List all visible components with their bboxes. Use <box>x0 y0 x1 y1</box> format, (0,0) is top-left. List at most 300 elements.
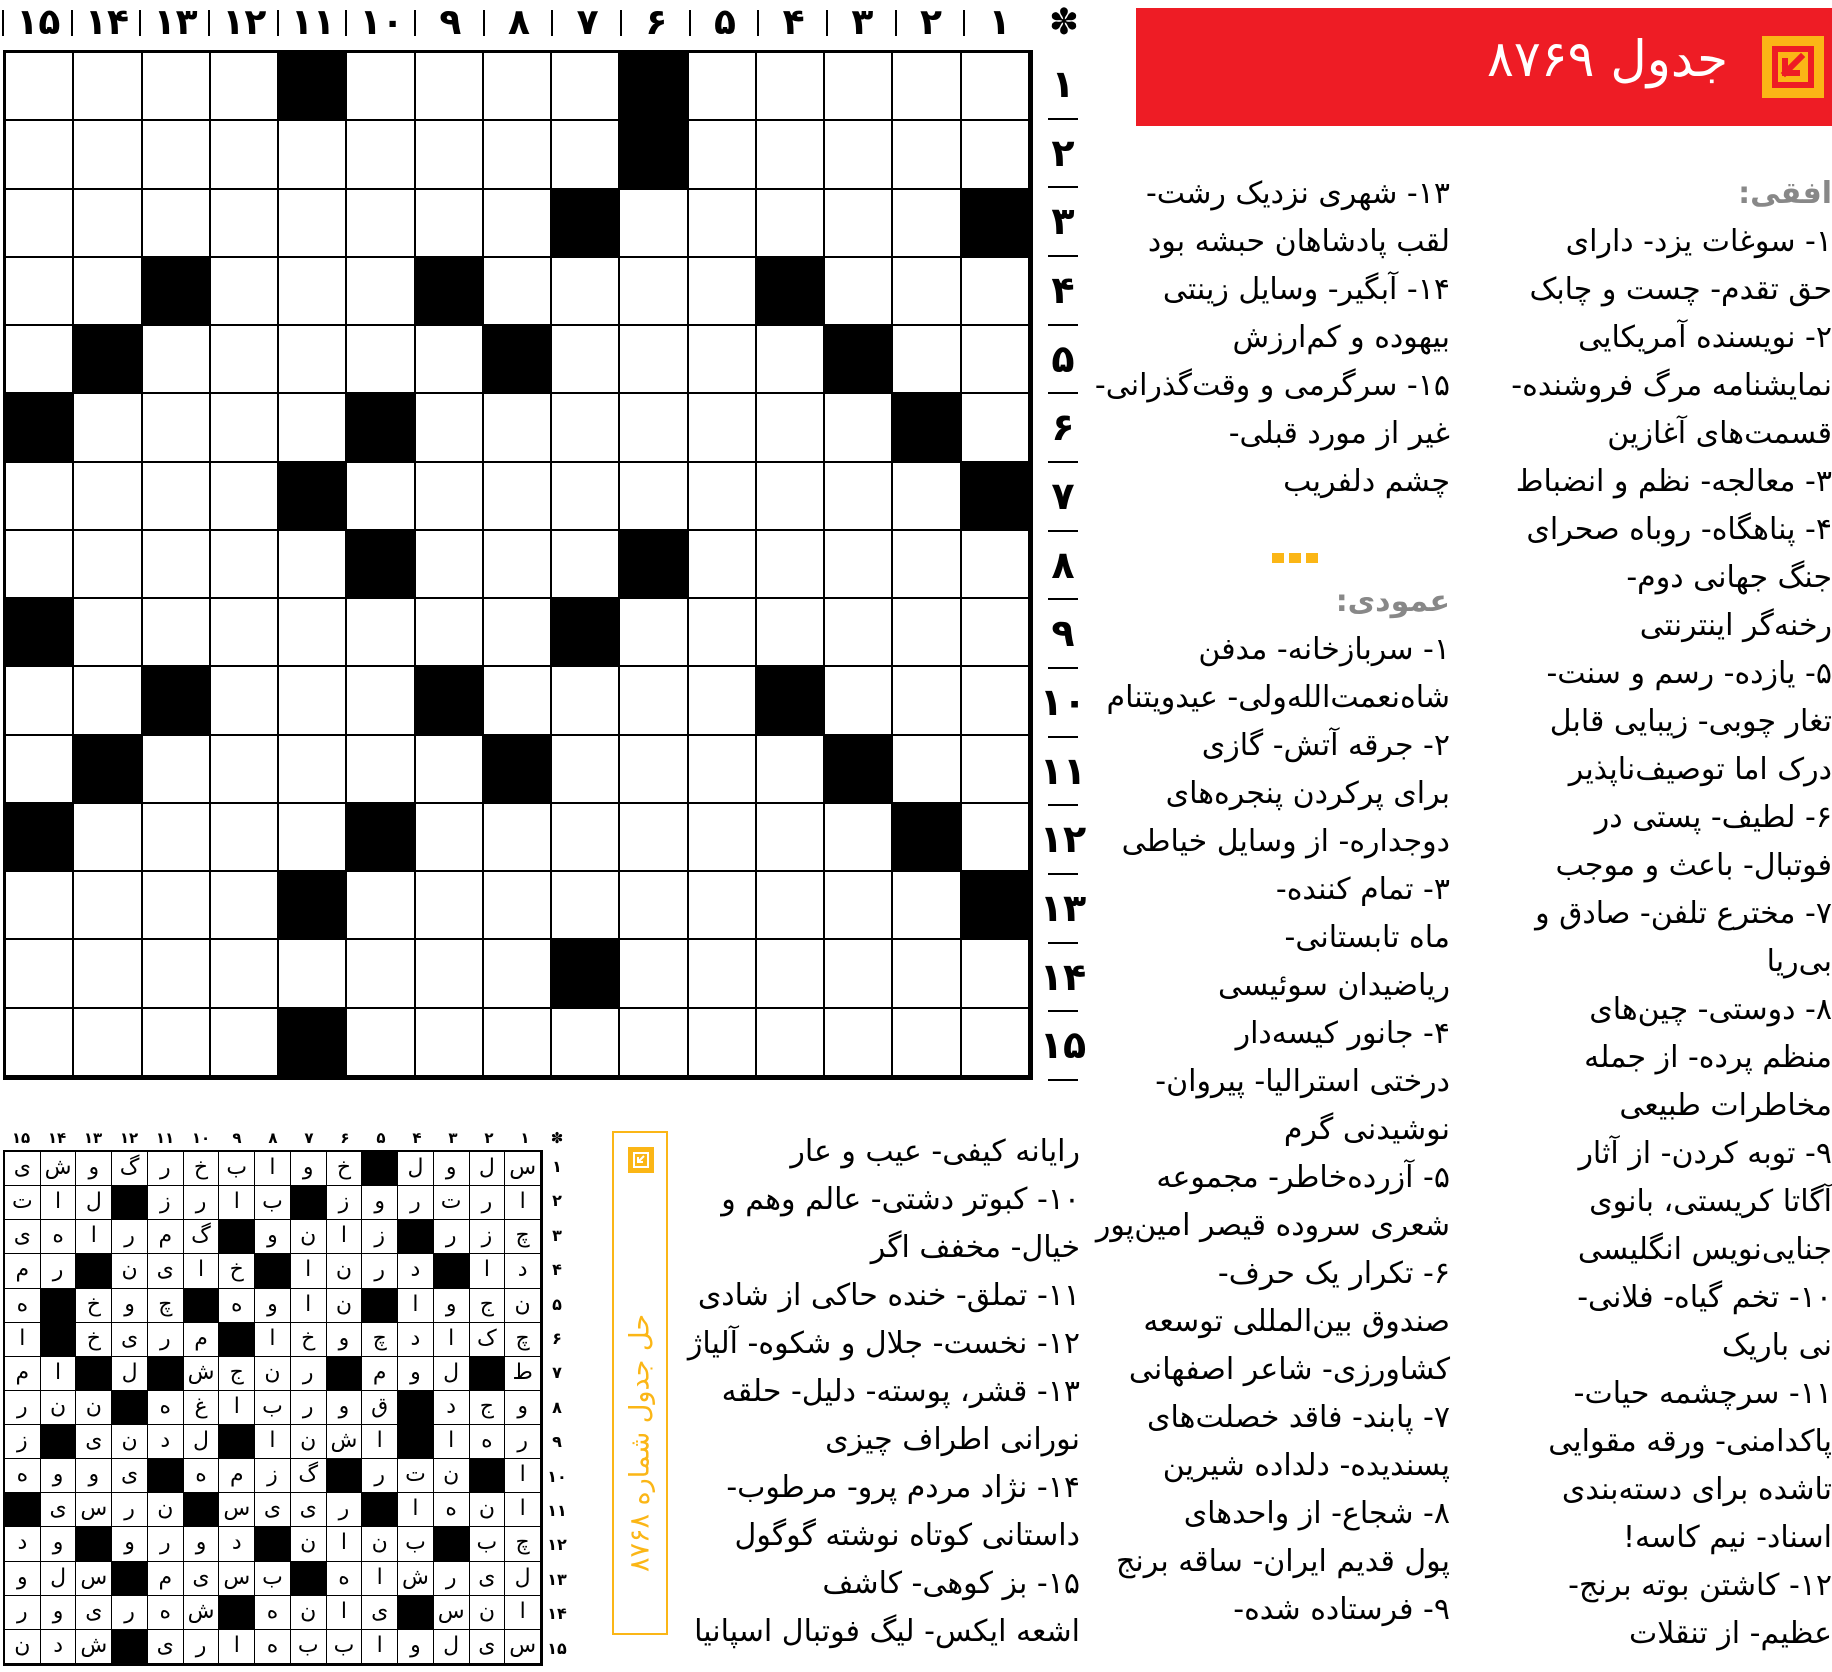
column-number: ۱۳ <box>141 0 210 46</box>
black-cell <box>825 736 893 804</box>
grid-cell[interactable] <box>143 53 211 121</box>
grid-cell[interactable] <box>347 872 415 940</box>
grid-cell[interactable] <box>211 940 279 1008</box>
grid-cell[interactable] <box>416 804 484 872</box>
grid-cell[interactable] <box>347 258 415 326</box>
grid-cell[interactable] <box>211 258 279 326</box>
grid-cell[interactable] <box>689 1009 757 1077</box>
grid-cell[interactable] <box>893 326 961 394</box>
solution-cell: ن <box>291 1425 327 1459</box>
row-number: ۴ <box>1036 256 1090 325</box>
grid-cell[interactable] <box>6 736 74 804</box>
grid-cell[interactable] <box>552 326 620 394</box>
solution-black-cell <box>219 1220 255 1254</box>
grid-cell[interactable] <box>552 394 620 462</box>
clue-line: ۱- سوغات یزد- دارای <box>1565 224 1832 259</box>
grid-cell[interactable] <box>893 1009 961 1077</box>
grid-cell[interactable] <box>416 531 484 599</box>
grid-cell[interactable] <box>620 804 688 872</box>
grid-cell[interactable] <box>347 667 415 735</box>
grid-cell[interactable] <box>211 53 279 121</box>
grid-cell[interactable] <box>279 531 347 599</box>
solution-black-cell <box>434 1527 470 1561</box>
solution-cell: ن <box>291 1596 327 1630</box>
grid-cell[interactable] <box>416 326 484 394</box>
solution-cell: س <box>505 1630 541 1664</box>
grid-cell[interactable] <box>962 667 1030 735</box>
grid-cell[interactable] <box>962 804 1030 872</box>
grid-cell[interactable] <box>347 940 415 1008</box>
grid-cell[interactable] <box>620 599 688 667</box>
solution-cell: ا <box>41 1186 77 1220</box>
grid-cell[interactable] <box>211 667 279 735</box>
main-grid-column-header <box>4 0 1090 46</box>
grid-cell[interactable] <box>416 599 484 667</box>
grid-cell[interactable] <box>757 326 825 394</box>
solution-cell: ا <box>362 1630 398 1664</box>
row-number: ۹ <box>1036 599 1090 668</box>
clue-line: ۱۲- نخست- جلال و شکوه- آلیاژ <box>687 1326 1080 1361</box>
grid-cell[interactable] <box>757 872 825 940</box>
grid-cell[interactable] <box>484 872 552 940</box>
solution-black-cell <box>41 1289 77 1323</box>
grid-cell[interactable] <box>211 394 279 462</box>
grid-cell[interactable] <box>689 531 757 599</box>
grid-cell[interactable] <box>347 463 415 531</box>
grid-cell[interactable] <box>143 531 211 599</box>
solution-cell: ن <box>148 1493 184 1527</box>
grid-cell[interactable] <box>757 736 825 804</box>
clue-line: ۳- معالجه- نظم و انضباط <box>1515 464 1832 499</box>
grid-cell[interactable] <box>279 258 347 326</box>
grid-cell[interactable] <box>74 1009 142 1077</box>
grid-cell[interactable] <box>143 1009 211 1077</box>
grid-cell[interactable] <box>6 463 74 531</box>
black-cell <box>757 258 825 326</box>
solution-cell: ر <box>148 1527 184 1561</box>
grid-cell[interactable] <box>6 258 74 326</box>
solution-black-cell <box>398 1596 434 1630</box>
grid-cell[interactable] <box>825 872 893 940</box>
grid-cell[interactable] <box>757 121 825 189</box>
grid-cell[interactable] <box>211 121 279 189</box>
grid-cell[interactable] <box>416 872 484 940</box>
grid-cell[interactable] <box>279 121 347 189</box>
solution-cell: ش <box>76 1630 112 1664</box>
solution-black-cell <box>219 1425 255 1459</box>
solution-cell: ر <box>112 1220 148 1254</box>
grid-cell[interactable] <box>962 258 1030 326</box>
grid-cell[interactable] <box>74 190 142 258</box>
solution-cell: ه <box>470 1425 506 1459</box>
grid-cell[interactable] <box>74 463 142 531</box>
grid-cell[interactable] <box>689 804 757 872</box>
grid-cell[interactable] <box>416 121 484 189</box>
row-number: ۱۱ <box>1036 737 1090 806</box>
grid-cell[interactable] <box>6 53 74 121</box>
solution-cell: ل <box>184 1425 220 1459</box>
grid-cell[interactable] <box>6 326 74 394</box>
grid-cell[interactable] <box>143 190 211 258</box>
grid-cell[interactable] <box>962 736 1030 804</box>
solution-cell: ی <box>470 1562 506 1596</box>
grid-cell[interactable] <box>279 326 347 394</box>
grid-cell[interactable] <box>689 872 757 940</box>
grid-cell[interactable] <box>347 121 415 189</box>
solution-cell: ل <box>398 1152 434 1186</box>
grid-cell[interactable] <box>6 121 74 189</box>
clue-line: منظم پرده- از جمله <box>1584 1040 1832 1075</box>
grid-cell[interactable] <box>484 1009 552 1077</box>
main-crossword-grid[interactable] <box>3 50 1033 1080</box>
grid-cell[interactable] <box>347 599 415 667</box>
grid-cell[interactable] <box>74 394 142 462</box>
solution-cell: و <box>76 1152 112 1186</box>
solution-cell: و <box>327 1323 363 1357</box>
grid-cell[interactable] <box>689 394 757 462</box>
row-number: ۱۳ <box>1036 874 1090 943</box>
grid-cell[interactable] <box>962 394 1030 462</box>
grid-cell[interactable] <box>893 53 961 121</box>
solution-cell: و <box>184 1527 220 1561</box>
grid-cell[interactable] <box>620 736 688 804</box>
grid-cell[interactable] <box>211 804 279 872</box>
grid-cell[interactable] <box>757 1009 825 1077</box>
solution-row-number: ۵ <box>552 1294 562 1314</box>
row-number: ۱ <box>1036 50 1090 119</box>
clue-line: تاشده برای دسته‌بندی <box>1561 1472 1832 1507</box>
grid-cell[interactable] <box>6 1009 74 1077</box>
grid-cell[interactable] <box>689 736 757 804</box>
grid-cell[interactable] <box>689 53 757 121</box>
grid-cell[interactable] <box>484 53 552 121</box>
grid-cell[interactable] <box>757 53 825 121</box>
solution-cell: و <box>434 1152 470 1186</box>
grid-cell[interactable] <box>825 190 893 258</box>
grid-cell[interactable] <box>552 463 620 531</box>
grid-cell[interactable] <box>416 940 484 1008</box>
grid-cell[interactable] <box>757 190 825 258</box>
black-cell <box>416 258 484 326</box>
row-number: ۲ <box>1036 119 1090 188</box>
grid-cell[interactable] <box>279 190 347 258</box>
grid-cell[interactable] <box>825 599 893 667</box>
grid-cell[interactable] <box>143 599 211 667</box>
grid-cell[interactable] <box>279 667 347 735</box>
clue-line: ۱۵- سرگرمی و وقت‌گذرانی- <box>1094 368 1450 403</box>
grid-cell[interactable] <box>347 53 415 121</box>
solution-black-cell <box>5 1493 41 1527</box>
solution-cell: ی <box>291 1493 327 1527</box>
solution-cell: ی <box>470 1630 506 1664</box>
grid-cell[interactable] <box>552 121 620 189</box>
grid-cell[interactable] <box>689 940 757 1008</box>
solution-cell: ا <box>434 1323 470 1357</box>
solution-cell: ن <box>362 1527 398 1561</box>
grid-cell[interactable] <box>825 53 893 121</box>
grid-cell[interactable] <box>825 804 893 872</box>
grid-cell[interactable] <box>962 53 1030 121</box>
grid-cell[interactable] <box>893 940 961 1008</box>
solution-row-number: ۱ <box>552 1157 562 1176</box>
grid-cell[interactable] <box>620 1009 688 1077</box>
grid-cell[interactable] <box>552 531 620 599</box>
solution-row-number: ۱۲ <box>547 1535 567 1555</box>
solution-cell: ر <box>5 1391 41 1425</box>
solution-black-cell <box>76 1527 112 1561</box>
solution-cell: ب <box>255 1562 291 1596</box>
grid-cell[interactable] <box>211 190 279 258</box>
solution-cell: ا <box>362 1425 398 1459</box>
grid-cell[interactable] <box>552 667 620 735</box>
grid-cell[interactable] <box>6 940 74 1008</box>
grid-cell[interactable] <box>825 258 893 326</box>
clue-line: شعری سروده قیصر امین‌پور <box>1095 1208 1450 1243</box>
grid-cell[interactable] <box>143 394 211 462</box>
grid-cell[interactable] <box>484 667 552 735</box>
grid-cell[interactable] <box>552 804 620 872</box>
clue-line: ۹- توبه کردن- از آثار <box>1578 1136 1832 1171</box>
solution-cell: ل <box>470 1152 506 1186</box>
solution-cell: چ <box>148 1289 184 1323</box>
grid-cell[interactable] <box>893 667 961 735</box>
across-clues-column <box>1511 170 1832 1658</box>
solution-cell: گ <box>291 1459 327 1493</box>
grid-cell[interactable] <box>211 736 279 804</box>
section-separator-dots <box>1272 553 1318 563</box>
solution-cell: س <box>505 1152 541 1186</box>
grid-cell[interactable] <box>620 463 688 531</box>
grid-cell[interactable] <box>757 804 825 872</box>
grid-cell[interactable] <box>143 872 211 940</box>
grid-cell[interactable] <box>74 531 142 599</box>
solution-cell: ا <box>255 1152 291 1186</box>
grid-cell[interactable] <box>620 872 688 940</box>
grid-cell[interactable] <box>211 872 279 940</box>
grid-cell[interactable] <box>279 394 347 462</box>
black-cell <box>279 1009 347 1077</box>
grid-cell[interactable] <box>74 872 142 940</box>
grid-cell[interactable] <box>416 463 484 531</box>
grid-cell[interactable] <box>825 667 893 735</box>
solution-cell: ن <box>255 1357 291 1391</box>
clue-line: پاکدامنی- ورقه مقوایی <box>1548 1424 1832 1459</box>
solution-cell: ا <box>505 1459 541 1493</box>
grid-cell[interactable] <box>757 599 825 667</box>
grid-cell[interactable] <box>484 463 552 531</box>
grid-cell[interactable] <box>74 804 142 872</box>
grid-cell[interactable] <box>416 53 484 121</box>
solution-cell: ه <box>41 1220 77 1254</box>
grid-cell[interactable] <box>689 121 757 189</box>
solution-cell: ج <box>470 1391 506 1425</box>
grid-cell[interactable] <box>211 326 279 394</box>
grid-cell[interactable] <box>893 872 961 940</box>
clue-line: آگاتا کریستی، بانوی <box>1589 1184 1832 1219</box>
solution-cell: ر <box>505 1425 541 1459</box>
grid-cell[interactable] <box>484 940 552 1008</box>
solution-row-number: ۱۰ <box>547 1466 567 1486</box>
row-number: ۱۴ <box>1036 943 1090 1012</box>
grid-cell[interactable] <box>620 394 688 462</box>
puzzle-title: جدول ۸۷۶۹ <box>1487 30 1728 88</box>
grid-cell[interactable] <box>279 940 347 1008</box>
solution-cell: د <box>5 1527 41 1561</box>
grid-cell[interactable] <box>825 1009 893 1077</box>
grid-cell[interactable] <box>416 394 484 462</box>
grid-cell[interactable] <box>74 667 142 735</box>
grid-cell[interactable] <box>552 258 620 326</box>
grid-cell[interactable] <box>416 1009 484 1077</box>
clue-line: ۷- پابند- فاقد خصلت‌های <box>1147 1400 1450 1435</box>
grid-cell[interactable] <box>74 53 142 121</box>
grid-cell[interactable] <box>143 326 211 394</box>
grid-cell[interactable] <box>620 326 688 394</box>
clue-line: مخاطرات طبیعی <box>1619 1088 1832 1123</box>
solution-cell: ا <box>398 1289 434 1323</box>
grid-cell[interactable] <box>143 940 211 1008</box>
grid-cell[interactable] <box>689 326 757 394</box>
grid-cell[interactable] <box>962 531 1030 599</box>
solution-cell: ه <box>255 1630 291 1664</box>
grid-cell[interactable] <box>689 190 757 258</box>
grid-cell[interactable] <box>689 463 757 531</box>
grid-cell[interactable] <box>416 190 484 258</box>
grid-cell[interactable] <box>825 394 893 462</box>
solution-cell: ا <box>219 1186 255 1220</box>
grid-cell[interactable] <box>143 121 211 189</box>
grid-cell[interactable] <box>825 121 893 189</box>
grid-cell[interactable] <box>211 531 279 599</box>
grid-cell[interactable] <box>893 121 961 189</box>
grid-cell[interactable] <box>143 736 211 804</box>
grid-cell[interactable] <box>893 599 961 667</box>
clue-line: ۱- سربازخانه- مدفن <box>1198 632 1450 667</box>
black-cell <box>893 394 961 462</box>
grid-cell[interactable] <box>74 599 142 667</box>
solution-cell: ر <box>362 1459 398 1493</box>
solution-cell: خ <box>76 1289 112 1323</box>
grid-cell[interactable] <box>143 804 211 872</box>
grid-cell[interactable] <box>484 190 552 258</box>
grid-cell[interactable] <box>962 1009 1030 1077</box>
grid-cell[interactable] <box>484 121 552 189</box>
grid-cell[interactable] <box>825 463 893 531</box>
grid-cell[interactable] <box>279 736 347 804</box>
grid-cell[interactable] <box>484 804 552 872</box>
black-cell <box>552 190 620 258</box>
grid-cell[interactable] <box>74 940 142 1008</box>
grid-cell[interactable] <box>893 463 961 531</box>
grid-cell[interactable] <box>962 326 1030 394</box>
grid-cell[interactable] <box>347 190 415 258</box>
solution-cell: ن <box>327 1254 363 1288</box>
solution-black-cell <box>362 1493 398 1527</box>
grid-cell[interactable] <box>484 394 552 462</box>
grid-cell[interactable] <box>484 531 552 599</box>
grid-cell[interactable] <box>757 940 825 1008</box>
grid-cell[interactable] <box>825 531 893 599</box>
solution-cell: چ <box>505 1527 541 1561</box>
grid-cell[interactable] <box>211 1009 279 1077</box>
solution-cell: ی <box>76 1425 112 1459</box>
grid-cell[interactable] <box>484 599 552 667</box>
clue-line: ۹- فرستاده شده- <box>1233 1592 1450 1627</box>
grid-cell[interactable] <box>552 53 620 121</box>
grid-cell[interactable] <box>620 190 688 258</box>
solution-cell: ن <box>291 1220 327 1254</box>
grid-cell[interactable] <box>6 190 74 258</box>
solution-black-cell <box>362 1152 398 1186</box>
clue-line: ۵- یازده- رسم و سنت- <box>1546 656 1832 691</box>
grid-cell[interactable] <box>74 258 142 326</box>
grid-cell[interactable] <box>689 599 757 667</box>
grid-cell[interactable] <box>552 1009 620 1077</box>
grid-cell[interactable] <box>893 531 961 599</box>
grid-cell[interactable] <box>484 258 552 326</box>
grid-cell[interactable] <box>416 736 484 804</box>
grid-cell[interactable] <box>757 463 825 531</box>
grid-cell[interactable] <box>689 667 757 735</box>
grid-cell[interactable] <box>962 599 1030 667</box>
solution-column-number: ۸ <box>268 1129 278 1147</box>
grid-cell[interactable] <box>279 804 347 872</box>
solution-cell: ز <box>148 1186 184 1220</box>
black-cell <box>6 394 74 462</box>
clue-line: برای پرکردن پنجره‌های <box>1165 776 1450 811</box>
solution-black-cell <box>184 1289 220 1323</box>
grid-cell[interactable] <box>689 258 757 326</box>
grid-cell[interactable] <box>620 258 688 326</box>
grid-cell[interactable] <box>757 531 825 599</box>
grid-cell[interactable] <box>552 736 620 804</box>
solution-cell: و <box>398 1630 434 1664</box>
solution-cell: ا <box>505 1596 541 1630</box>
solution-cell: گ <box>112 1152 148 1186</box>
grid-cell[interactable] <box>143 463 211 531</box>
solution-cell: د <box>219 1527 255 1561</box>
black-cell <box>347 394 415 462</box>
solution-cell: و <box>112 1289 148 1323</box>
grid-cell[interactable] <box>552 872 620 940</box>
solution-cell: ا <box>398 1493 434 1527</box>
black-cell <box>620 531 688 599</box>
grid-cell[interactable] <box>6 872 74 940</box>
grid-cell[interactable] <box>893 190 961 258</box>
clue-line: ریاضیدان سوئیسی <box>1218 968 1450 1003</box>
row-number: ۳ <box>1036 187 1090 256</box>
grid-cell[interactable] <box>893 258 961 326</box>
grid-cell[interactable] <box>6 667 74 735</box>
grid-cell[interactable] <box>757 394 825 462</box>
grid-cell[interactable] <box>347 736 415 804</box>
grid-cell[interactable] <box>962 940 1030 1008</box>
grid-cell[interactable] <box>211 599 279 667</box>
grid-cell[interactable] <box>825 940 893 1008</box>
solution-cell: ا <box>184 1254 220 1288</box>
grid-cell[interactable] <box>893 736 961 804</box>
grid-cell[interactable] <box>6 531 74 599</box>
grid-cell[interactable] <box>74 121 142 189</box>
grid-cell[interactable] <box>347 1009 415 1077</box>
black-cell <box>620 53 688 121</box>
grid-cell[interactable] <box>279 599 347 667</box>
grid-cell[interactable] <box>347 326 415 394</box>
grid-cell[interactable] <box>962 121 1030 189</box>
grid-cell[interactable] <box>620 940 688 1008</box>
grid-cell[interactable] <box>211 463 279 531</box>
grid-cell[interactable] <box>620 667 688 735</box>
